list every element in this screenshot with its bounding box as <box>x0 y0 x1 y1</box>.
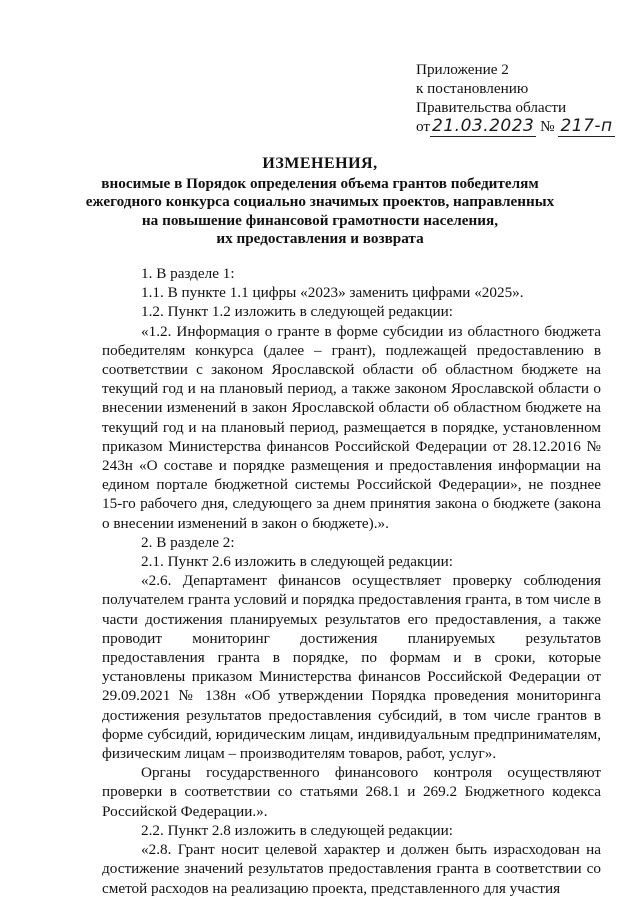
attachment-date-line <box>416 117 616 137</box>
title-heading: ИЗМЕНЕНИЯ, <box>262 155 378 172</box>
attachment-line-1: Приложение 2 <box>416 61 509 78</box>
paragraph-2-1: 2.1. Пункт 2.6 изложить в следующей редакции: <box>141 553 454 571</box>
title-line-2: ежегодного конкурса социально значимых проектов, направленных <box>85 193 555 210</box>
paragraph-2-6-text: «2.6. Департамент финансов осуществляет проверку соблюдения получателем гранта условий и порядка предоставления гранта, в том числе в части достижения планируемых результатов его предоставления, а также проводит мониторинг достижения планируемых результатов предоставления гранта в порядке, по формам и в сроки, которые установлены приказом Министерства финансов Российской Федерации от 29.09.2021 № 138н «Об утверждении Порядка проведения мониторинга достижения результатов предоставления субсидий, в том числе грантов в форме субсидий, юридическим лицам, индивидуальным предпринимателям, физическим лицам – производителям товаров, работ, услуг». <box>102 572 601 763</box>
paragraph-1-2-text: «1.2. Информация о гранте в форме субсидии из областного бюджета победителям конкурса (далее – грант), подлежащей предоставлению в соответствии с законом Ярославской области об областном бюджете на текущий год и на плановый период, а также законом Ярославской области о внесении изменений в закон Ярославской области об областном бюджете на текущий год и на плановый период, размещается в порядке, установленном приказом Министерства финансов Российской Федерации от 28.12.2016 № 243н «О составе и порядке размещения и предоставления информации на едином портале бюджетной системы Российской Федерации», не позднее 15-го рабочего дня, следующего за днем принятия закона о бюджете (закона о внесении изменений в закон о бюджете).». <box>102 322 601 532</box>
title-line-1: вносимые в Порядок определения объема грантов победителям <box>101 174 539 192</box>
handwritten-number: 217-п <box>560 116 613 136</box>
date-prefix: от <box>416 118 431 135</box>
paragraph-2-2: 2.2. Пункт 2.8 изложить в следующей редакции: <box>141 821 454 839</box>
paragraph-section-2: 2. В разделе 2: <box>141 533 235 551</box>
paragraph-1-1: 1.1. В пункте 1.1 цифры «2023» заменить цифрами «2025». <box>141 284 524 302</box>
paragraph-1-2: 1.2. Пункт 1.2 изложить в следующей редакции: <box>141 303 454 321</box>
paragraph-2-8-text: «2.8. Грант носит целевой характер и должен быть израсходован на достижение значений результатов предоставления гранта в соответствии со сметой расходов на реализацию проекта, представленного для участия <box>102 841 601 897</box>
handwritten-date: 21.03.2023 <box>432 116 535 136</box>
document-body <box>102 264 601 898</box>
attachment-line-2: к постановлению <box>416 80 529 97</box>
title-line-3: на повышение финансовой грамотности населения, <box>141 211 499 229</box>
document-title <box>0 155 640 249</box>
paragraph-control-bodies: Органы государственного финансового контроля осуществляют проверки в соответствии со статьями 268.1 и 269.2 Бюджетного кодекса Российской Федерации.». <box>102 764 601 820</box>
attachment-block <box>416 60 616 137</box>
number-prefix: № <box>540 118 555 135</box>
attachment-line-3: Правительства области <box>416 99 567 116</box>
paragraph-section-1: 1. В разделе 1: <box>141 265 235 282</box>
title-line-4: их предоставления и возврата <box>216 230 424 247</box>
